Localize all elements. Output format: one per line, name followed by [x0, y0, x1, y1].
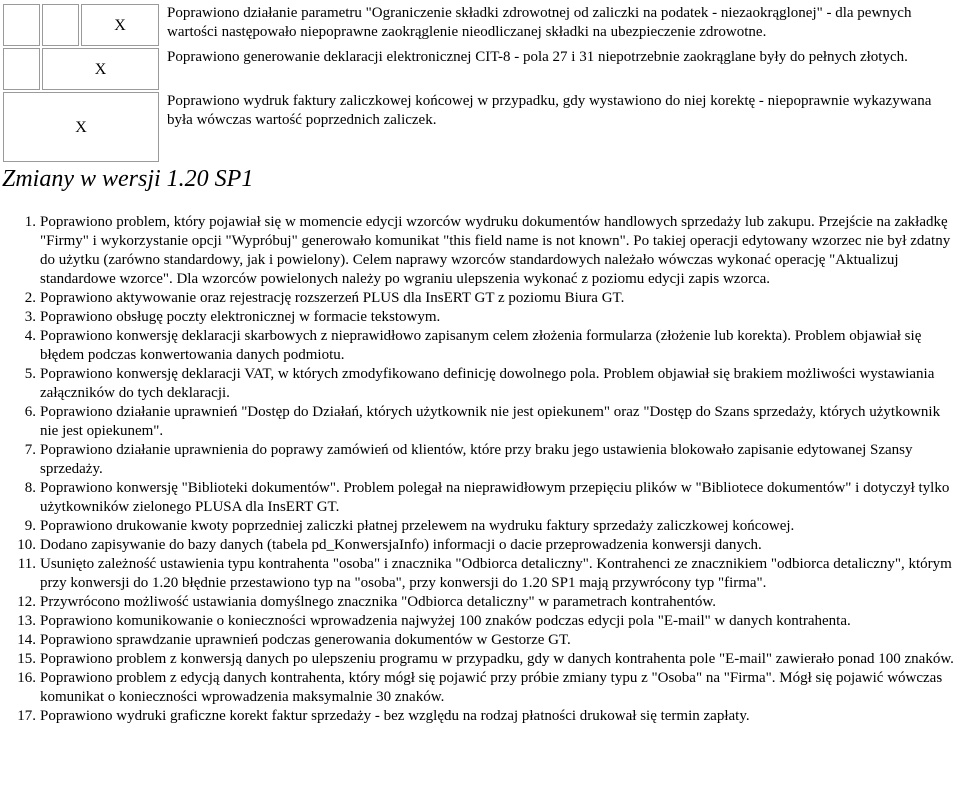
item-number: 13.	[17, 613, 36, 629]
changes-table	[1, 2, 957, 164]
item-number: 3.	[24, 309, 36, 325]
item-number: 4.	[24, 328, 36, 344]
item-text: Poprawiono obsługę poczty elektronicznej w formacie tekstowym.	[40, 309, 441, 325]
x-mark: X	[3, 92, 159, 162]
item-number: 1.	[24, 214, 36, 230]
x-mark: X	[81, 4, 159, 46]
list-item	[24, 289, 960, 308]
list-item	[24, 327, 960, 365]
empty-cell	[42, 4, 79, 46]
list-item	[17, 593, 960, 612]
item-text: Poprawiono działanie uprawnienia do poprawy zamówień od klientów, które przy braku jego ustawienia blokowało zapisanie edytowanej Szansy sprzedaży.	[40, 442, 913, 477]
change-description: Poprawiono generowanie deklaracji elektronicznej CIT-8 - pola 27 i 31 niepotrzebnie zaokrąglane były do pełnych złotych.	[167, 49, 908, 65]
item-text: Poprawiono sprawdzanie uprawnień podczas generowania dokumentów w Gestorze GT.	[40, 632, 571, 648]
change-list	[0, 213, 960, 726]
item-text: Dodano zapisywanie do bazy danych (tabela pd_KonwersjaInfo) informacji o dacie przeprowadzenia konwersji danych.	[40, 537, 762, 553]
item-text: Poprawiono problem z konwersją danych po ulepszeniu programu w przypadku, gdy w danych kontrahenta pole "E-mail" zawierało ponad 100 znaków.	[40, 651, 954, 667]
item-number: 5.	[24, 366, 36, 382]
item-text: Poprawiono działanie uprawnień "Dostęp do Działań, których użytkownik nie jest opiekunem" oraz "Dostęp do Szans sprzedaży, których użytkownik nie jest opiekunem".	[40, 404, 941, 439]
item-number: 14.	[17, 632, 36, 648]
list-item	[17, 612, 960, 631]
item-text: Poprawiono aktywowanie oraz rejestrację rozszerzeń PLUS dla InsERT GT z poziomu Biura GT.	[40, 290, 625, 306]
item-number: 12.	[17, 594, 36, 610]
list-item	[24, 308, 960, 327]
item-text: Poprawiono drukowanie kwoty poprzedniej zaliczki płatnej przelewem na wydruku faktury sprzedaży zaliczkowej końcowej.	[40, 518, 795, 534]
item-number: 16.	[17, 670, 36, 686]
item-number: 2.	[24, 290, 36, 306]
item-text: Poprawiono problem, który pojawiał się w momencie edycji wzorców wydruku dokumentów handlowych sprzedaży lub zakupu. Przejście na zakładkę "Firmy" i wykorzystanie opcji "Wypróbuj" generowało komunikat "this field name is not known". Po takiej operacji edytowany wzorzec nie był zdatny do użytku (zarówno standardowy, jak i powielony). Celem naprawy wzorców standardowych należało wówczas wykonać operację "Aktualizuj standardowe wzorce". Dla wzorców powielonych należy po wgraniu ulepszenia wykonać z poziomu edycji zapis wzorca.	[40, 214, 951, 287]
version-heading: Zmiany w wersji 1.20 SP1	[2, 166, 254, 192]
empty-cell	[3, 48, 40, 90]
list-item	[17, 555, 960, 593]
item-number: 7.	[24, 442, 36, 458]
list-item	[24, 479, 960, 517]
list-item	[17, 669, 960, 707]
list-item	[24, 441, 960, 479]
item-text: Poprawiono konwersję deklaracji skarbowych z nieprawidłowo zapisanym celem złożenia formularza (złożenie lub korekta). Problem objawiał się błędem podczas konwertowania danych podmiotu.	[40, 328, 922, 363]
list-item	[17, 631, 960, 650]
list-item	[17, 650, 960, 669]
item-number: 17.	[17, 708, 36, 724]
empty-cell	[3, 4, 40, 46]
table-row	[3, 4, 955, 46]
item-number: 9.	[24, 518, 36, 534]
item-number: 10.	[17, 537, 36, 553]
item-text: Poprawiono komunikowanie o konieczności wprowadzenia najwyżej 100 znaków podczas edycji pola "E-mail" w danych kontrahenta.	[40, 613, 851, 629]
list-item	[24, 365, 960, 403]
change-description: Poprawiono wydruk faktury zaliczkowej końcowej w przypadku, gdy wystawiono do niej korektę - niepoprawnie wykazywana była wówczas wartość poprzednich zaliczek.	[167, 93, 932, 128]
list-item	[24, 403, 960, 441]
item-text: Usunięto zależność ustawienia typu kontrahenta "osoba" i znacznika "Odbiorca detaliczny". Kontrahenci ze znacznikiem "odbiorca detaliczny", którym przy konwersji do 1.20 błędnie przestawiono typ na "osoba", przy konwersji do 1.20 SP1 mają przywrócony typ "firma".	[40, 556, 952, 591]
item-text: Przywrócono możliwość ustawiania domyślnego znacznika "Odbiorca detaliczny" w parametrach kontrahentów.	[40, 594, 717, 610]
item-number: 11.	[17, 556, 36, 572]
list-item	[24, 213, 960, 289]
list-item	[24, 517, 960, 536]
list-item	[17, 707, 960, 726]
list-item	[17, 536, 960, 555]
item-text: Poprawiono konwersję deklaracji VAT, w których zmodyfikowano definicję dowolnego pola. Problem objawiał się brakiem możliwości wystawiania załączników do tych deklaracji.	[40, 366, 935, 401]
change-description: Poprawiono działanie parametru "Ograniczenie składki zdrowotnej od zaliczki na podatek - niezaokrąglonej" - dla pewnych wartości następowało niepoprawne zaokrąglenie nieodliczanej składki na ubezpieczenie zdrowotne.	[167, 5, 912, 40]
item-text: Poprawiono wydruki graficzne korekt faktur sprzedaży - bez względu na rodzaj płatności drukował się termin zapłaty.	[40, 708, 750, 724]
table-row	[3, 92, 955, 162]
item-text: Poprawiono konwersję "Biblioteki dokumentów". Problem polegał na nieprawidłowym przepięciu plików w "Bibliotece dokumentów" i dotyczył tylko użytkowników zielonego PLUSA dla InsERT GT.	[40, 480, 950, 515]
table-row	[3, 48, 955, 90]
item-text: Poprawiono problem z edycją danych kontrahenta, który mógł się pojawić przy próbie zmiany typu z "Osoba" na "Firma". Mógł się pojawić wówczas komunikat o konieczności wprowadzenia maksymalnie 30 znaków.	[40, 670, 943, 705]
item-number: 6.	[24, 404, 36, 420]
item-number: 15.	[17, 651, 36, 667]
item-number: 8.	[24, 480, 36, 496]
x-mark: X	[42, 48, 159, 90]
